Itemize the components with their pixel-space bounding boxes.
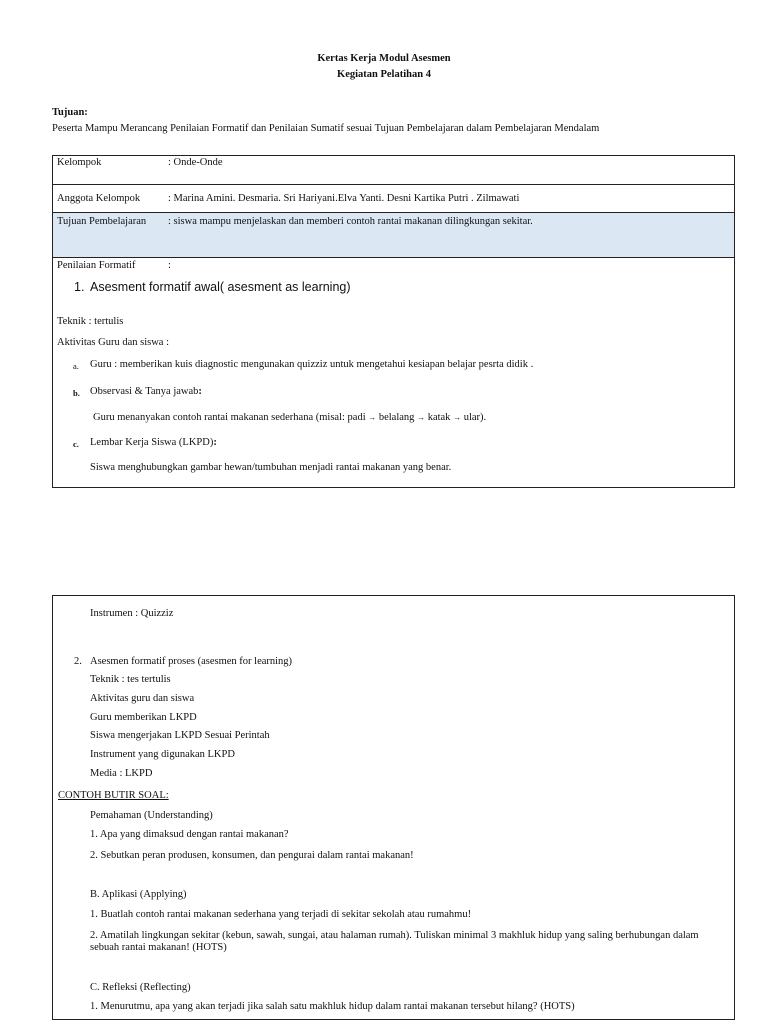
row-divider [52,257,735,258]
list-item-c-colon: : [213,437,217,448]
document-subtitle: Kegiatan Pelatihan 4 [337,69,431,80]
list-letter-c: c. [73,439,79,449]
contoh-butir-soal-heading [58,790,169,801]
list-item-b [90,386,202,397]
anggota-value: : Marina Amini. Desmaria. Sri Hariyani.Elva Yanti. Desni Kartika Putri . Zilmawati [168,193,520,204]
question-b1: 1. Buatlah contoh rantai makanan sederhana yang terjadi di sekitar sekolah atau rumahmu! [90,909,472,920]
item1-number: 1. [74,280,85,294]
penilaian-formatif-colon: : [168,260,171,271]
contoh-butir-soal-underline: CONTOH BUTIR SOAL: [58,790,169,801]
list-item-a: Guru : memberikan kuis diagnostic mengunakan quizziz untuk mengetahui kesiapan belajar pesrta didik . [90,359,534,370]
tujuan-pembelajaran-value: : siswa mampu menjelaskan dan memberi contoh rantai makanan dilingkungan sekitar. [168,216,533,227]
document-title: Kertas Kerja Modul Asesmen [317,53,451,64]
chain-katak: katak [427,412,451,423]
list-item-c-detail: Siswa menghubungkan gambar hewan/tumbuhan menjadi rantai makanan yang benar. [90,462,452,473]
media-text: Media : LKPD [90,768,153,779]
item2-number: 2. [74,656,82,667]
question-b2: 2. Amatilah lingkungan sekitar (kebun, sawah, sungai, atau halaman rumah). Tuliskan minimal 3 makhluk hidup yang saling berhubungan dalam sebuah rantai makanan! (HOTS) [90,930,699,953]
penilaian-formatif-label: Penilaian Formatif [57,260,136,271]
tujuan-pembelajaran-label: Tujuan Pembelajaran [57,216,147,227]
teknik2-text: Teknik : tes tertulis [90,674,171,685]
tujuan-label: Tujuan: [52,107,88,118]
aplikasi-heading: B. Aplikasi (Applying) [90,889,187,900]
arrow-icon: → [417,413,426,422]
list-item-b-detail [93,412,486,423]
question-c1: 1. Menurutmu, apa yang akan terjadi jika salah satu makhluk hidup dalam rantai makanan tersebut hilang? (HOTS) [90,1001,575,1012]
teknik-text: Teknik : tertulis [57,316,124,327]
aktivitas2-text: Aktivitas guru dan siswa [90,693,195,704]
anggota-label: Anggota Kelompok [57,193,141,204]
item1-heading: Asesment formatif awal( asesment as learning) [90,280,351,294]
refleksi-heading: C. Refleksi (Reflecting) [90,982,191,993]
row-divider [52,212,735,213]
item2-heading: Asesmen formatif proses (asesmen for learning) [90,656,293,667]
chain-ular: ular). [463,412,487,423]
chain-padi: Guru menanyakan contoh rantai makanan sederhana (misal: padi [93,412,366,423]
list-item-b-colon: : [198,386,202,397]
question-a1: 1. Apa yang dimaksud dengan rantai makanan? [90,829,289,840]
list-item-b-text: Observasi & Tanya jawab [90,386,199,397]
list-item-c [90,437,217,448]
instrumen-text: Instrumen : Quizziz [90,608,174,619]
kelompok-value: : Onde-Onde [168,157,223,168]
question-a2: 2. Sebutkan peran produsen, konsumen, dan pengurai dalam rantai makanan! [90,850,414,861]
kelompok-label: Kelompok [57,157,102,168]
pemahaman-heading: Pemahaman (Understanding) [90,810,213,821]
list-item-c-text: Lembar Kerja Siswa (LKPD) [90,437,214,448]
tujuan-text: Peserta Mampu Merancang Penilaian Formatif dan Penilaian Sumatif sesuai Tujuan Pembelajaran dalam Pembelajaran Mendalam [52,123,600,134]
instrument-text: Instrument yang digunakan LKPD [90,749,235,760]
chain-belalang: belalang [378,412,415,423]
guru-lkpd-text: Guru memberikan LKPD [90,712,197,723]
list-letter-b: b. [73,388,80,398]
aktivitas-text: Aktivitas Guru dan siswa : [57,337,169,348]
arrow-icon: → [453,413,462,422]
arrow-icon: → [368,413,377,422]
list-letter-a: a. [73,361,79,371]
siswa-lkpd-text: Siswa mengerjakan LKPD Sesuai Perintah [90,730,270,741]
row-divider [52,184,735,185]
